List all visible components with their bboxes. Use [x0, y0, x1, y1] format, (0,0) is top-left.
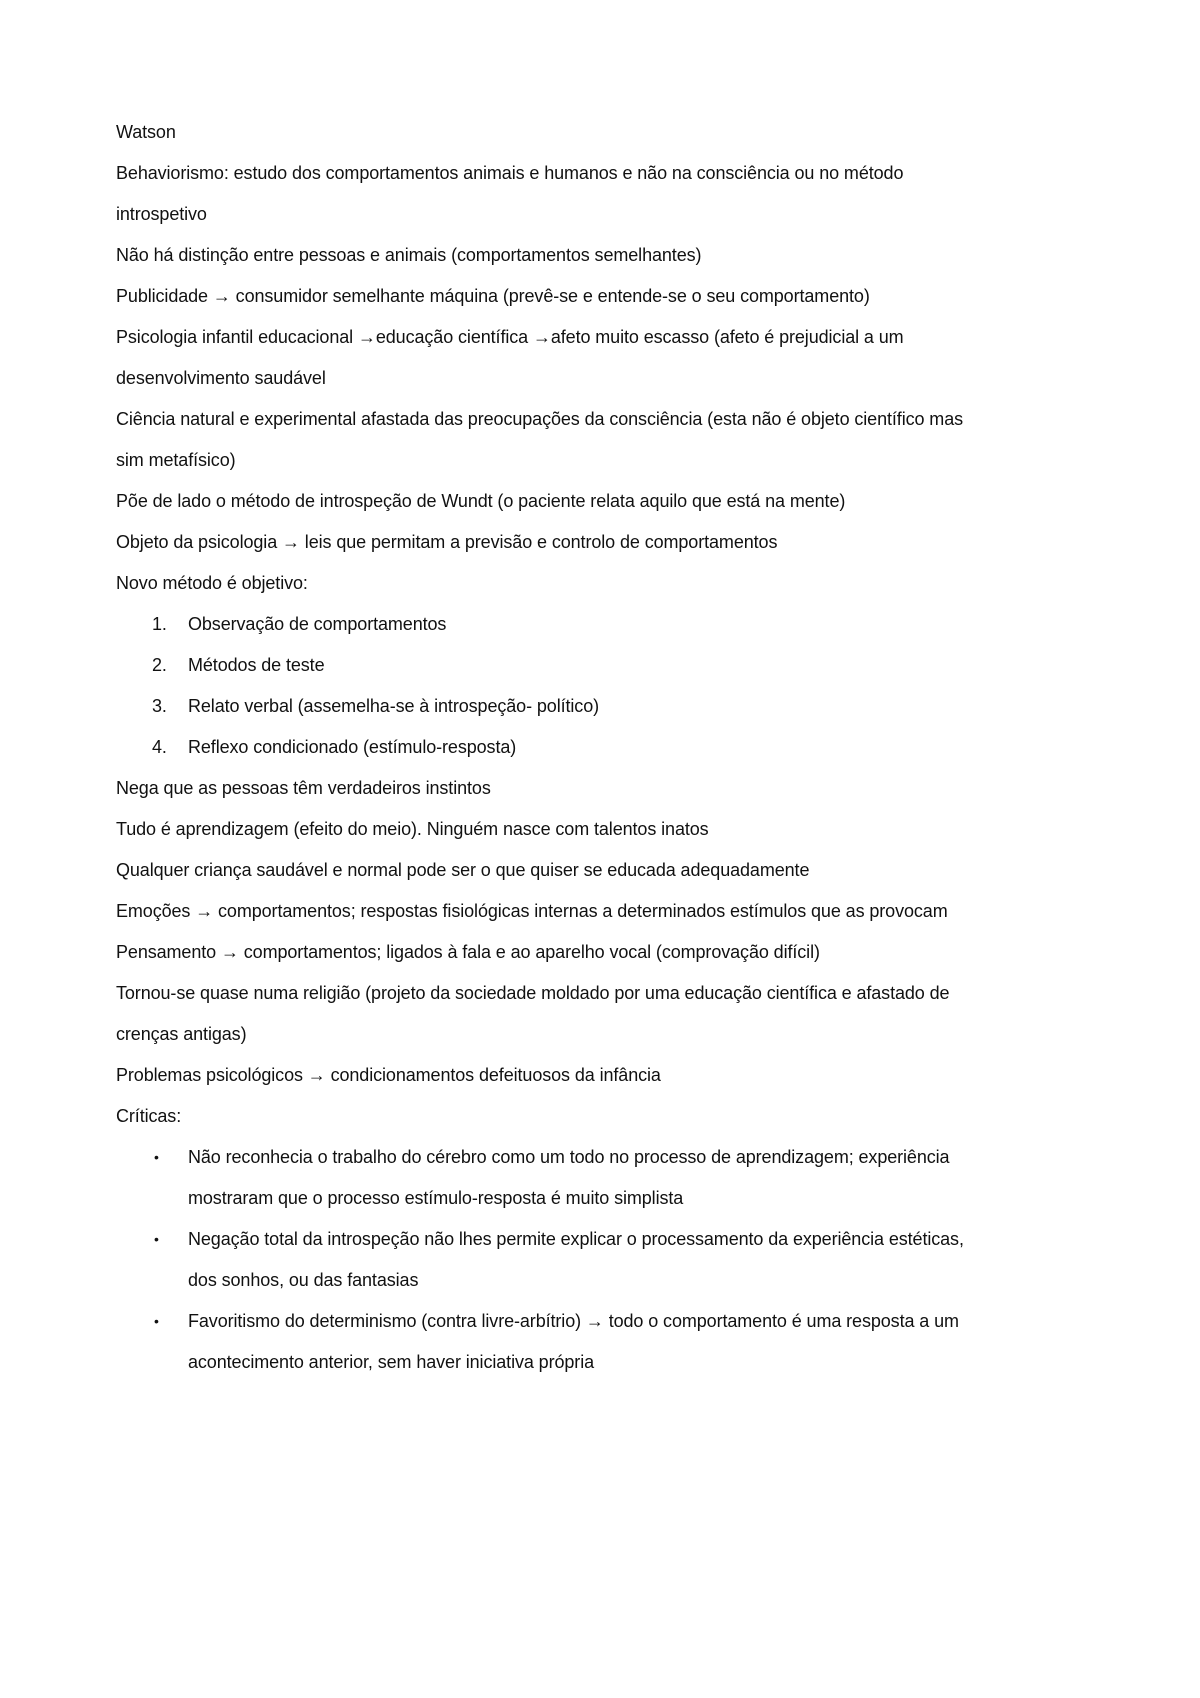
paragraph-line: Publicidade → consumidor semelhante máquina (prevê-se e entende-se o seu comportamento) [116, 286, 870, 306]
numbered-list-item [116, 604, 1096, 645]
list-number: 1. [152, 614, 167, 634]
list-item-text: Observação de comportamentos [188, 614, 447, 634]
paragraph-line: sim metafísico) [116, 450, 236, 470]
list-item-text: Reflexo condicionado (estímulo-resposta) [188, 737, 517, 757]
list-number: 3. [152, 696, 167, 716]
bullet-list-item [116, 1137, 1096, 1219]
list-item-text: Favoritismo do determinismo (contra livre-arbítrio) → todo o comportamento é uma resposta a um [188, 1311, 959, 1331]
paragraph-line: crenças antigas) [116, 1024, 247, 1044]
list-item-text: Relato verbal (assemelha-se à introspeção- político) [188, 696, 599, 716]
paragraph-line: Tornou-se quase numa religião (projeto da sociedade moldado por uma educação científica e afastado de [116, 983, 950, 1003]
bullet-line [116, 1301, 1096, 1342]
numbered-list-item [116, 727, 1096, 768]
bullet-list-item [116, 1219, 1096, 1301]
bullet-continuation: acontecimento anterior, sem haver iniciativa própria [188, 1352, 595, 1372]
paragraph-line: Objeto da psicologia → leis que permitam a previsão e controlo de comportamentos [116, 532, 778, 552]
list-number: 4. [152, 737, 167, 757]
numbered-list-item [116, 645, 1096, 686]
bullet-list-item [116, 1301, 1096, 1383]
list-item-text: Não reconhecia o trabalho do cérebro como um todo no processo de aprendizagem; experiência [188, 1147, 950, 1167]
paragraph-line: Qualquer criança saudável e normal pode ser o que quiser se educada adequadamente [116, 860, 810, 880]
paragraph-line: Problemas psicológicos → condicionamentos defeituosos da infância [116, 1065, 661, 1085]
paragraph-line: desenvolvimento saudável [116, 368, 326, 388]
document-title: Watson [116, 122, 176, 142]
paragraph-line: Novo método é objetivo: [116, 573, 308, 593]
bullet-continuation: dos sonhos, ou das fantasias [188, 1270, 419, 1290]
list-number: 2. [152, 655, 167, 675]
paragraph-line: introspetivo [116, 204, 207, 224]
bullet-line [116, 1219, 1096, 1260]
paragraph-line: Behaviorismo: estudo dos comportamentos animais e humanos e não na consciência ou no método [116, 163, 904, 183]
section-heading-criticas: Críticas: [116, 1106, 182, 1126]
bullet-icon: • [154, 1313, 159, 1329]
paragraph-line: Tudo é aprendizagem (efeito do meio). Ninguém nasce com talentos inatos [116, 819, 709, 839]
bullet-continuation: mostraram que o processo estímulo-resposta é muito simplista [188, 1188, 684, 1208]
bullet-list [116, 1137, 1096, 1383]
list-item-text: Negação total da introspeção não lhes permite explicar o processamento da experiência estéticas, [188, 1229, 964, 1249]
paragraph-line: Põe de lado o método de introspeção de Wundt (o paciente relata aquilo que está na mente) [116, 491, 846, 511]
paragraph-line: Emoções → comportamentos; respostas fisiológicas internas a determinados estímulos que as provocam [116, 901, 948, 921]
bullet-icon: • [154, 1149, 159, 1165]
paragraph-line: Psicologia infantil educacional →educação científica →afeto muito escasso (afeto é prejudicial a um [116, 327, 904, 347]
document-body [116, 112, 1096, 1383]
list-item-text: Métodos de teste [188, 655, 325, 675]
bullet-line [116, 1137, 1096, 1178]
paragraph-line: Pensamento → comportamentos; ligados à fala e ao aparelho vocal (comprovação difícil) [116, 942, 820, 962]
paragraph-line: Ciência natural e experimental afastada das preocupações da consciência (esta não é objeto científico mas [116, 409, 964, 429]
bullet-icon: • [154, 1231, 159, 1247]
paragraph-line: Nega que as pessoas têm verdadeiros instintos [116, 778, 491, 798]
numbered-list-item [116, 686, 1096, 727]
numbered-list [116, 604, 1096, 768]
paragraph-line: Não há distinção entre pessoas e animais (comportamentos semelhantes) [116, 245, 702, 265]
